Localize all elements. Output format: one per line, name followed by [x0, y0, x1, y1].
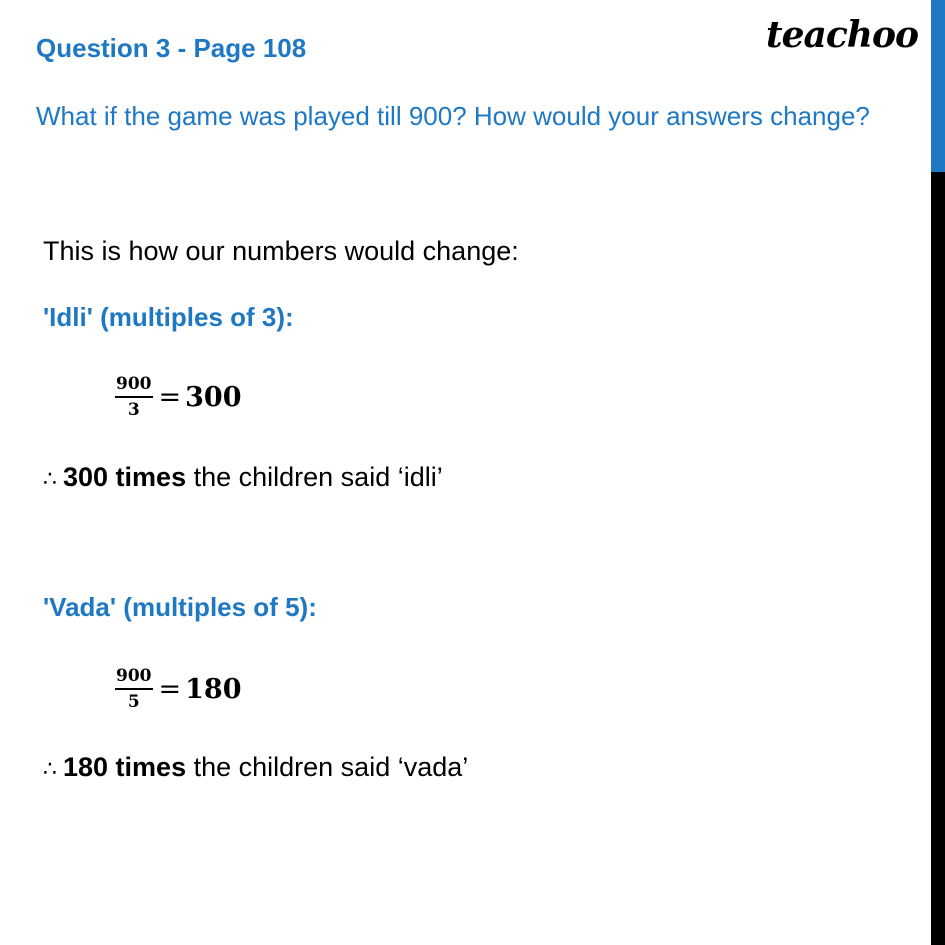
vada-conclusion — [43, 752, 468, 783]
idli-fraction — [115, 375, 153, 419]
idli-formula — [115, 375, 242, 419]
vada-conclusion-bold: 180 times — [63, 752, 187, 782]
vada-formula — [115, 667, 242, 711]
question-text: What if the game was played till 900? How would your answers change? — [36, 101, 870, 131]
vada-equals-sign: = — [158, 673, 182, 705]
intro-text: This is how our numbers would change: — [43, 236, 519, 266]
right-edge-accent — [931, 0, 945, 172]
vada-heading: 'Vada' (multiples of 5): — [43, 592, 317, 622]
idli-denominator: 3 — [127, 400, 140, 420]
vada-numerator: 900 — [115, 667, 153, 690]
idli-conclusion-rest: the children said ‘idli’ — [186, 462, 443, 492]
idli-equals-sign: = — [158, 381, 182, 413]
therefore-symbol: ∴ — [43, 757, 57, 782]
idli-heading: 'Idli' (multiples of 3): — [43, 302, 294, 332]
vada-conclusion-rest: the children said ‘vada’ — [186, 752, 469, 782]
teachoo-logo: teachoo — [766, 14, 918, 56]
idli-conclusion-bold: 300 times — [63, 462, 187, 492]
idli-conclusion — [43, 462, 443, 493]
question-title: Question 3 - Page 108 — [36, 33, 307, 63]
therefore-symbol: ∴ — [43, 467, 57, 492]
vada-fraction — [115, 667, 153, 711]
idli-result: 300 — [185, 381, 242, 413]
vada-result: 180 — [185, 673, 242, 705]
right-edge-bar — [931, 0, 945, 945]
idli-numerator: 900 — [115, 375, 153, 398]
vada-denominator: 5 — [127, 692, 140, 712]
